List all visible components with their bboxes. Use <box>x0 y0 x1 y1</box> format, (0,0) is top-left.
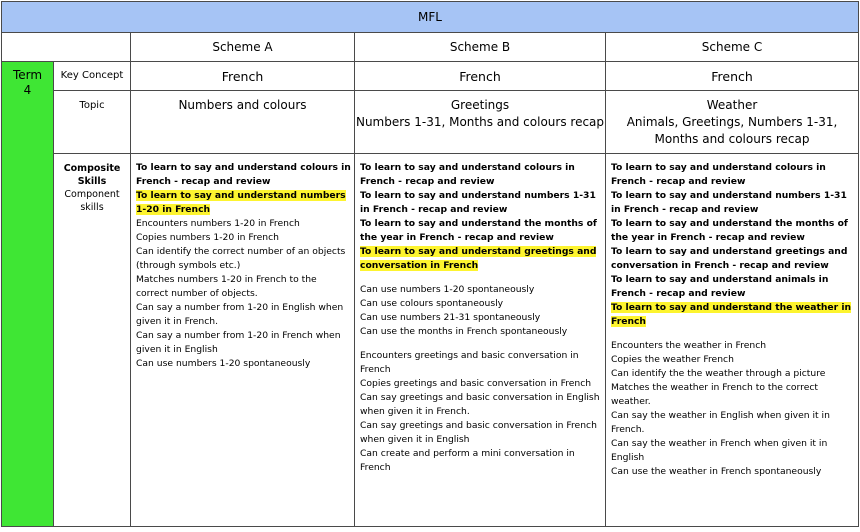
component-skill: Copies greetings and basic conversation in French <box>360 378 592 389</box>
component-skill: Can use numbers 1-20 spontaneously <box>136 358 311 369</box>
scheme-b-header: Scheme B <box>355 33 606 62</box>
component-skill: Encounters the weather in French <box>611 340 767 351</box>
skills-scheme-a <box>131 154 355 527</box>
topic-a-line: Numbers and colours <box>178 98 307 112</box>
scheme-c-header: Scheme C <box>606 33 859 62</box>
key-concept-scheme-a: French <box>131 62 355 91</box>
component-skill: Can create and perform a mini conversation in French <box>360 448 575 473</box>
component-skill: Can identify the the weather through a picture <box>611 368 826 379</box>
component-skill: Matches the weather in French to the correct weather. <box>611 382 819 407</box>
composite-skill: To learn to say and understand numbers 1-31 in French - recap and review <box>360 190 596 215</box>
composite-skill: To learn to say and understand colours in French - recap and review <box>360 162 575 187</box>
component-skill: Can use the weather in French spontaneously <box>611 466 822 477</box>
term-number: 4 <box>23 83 32 97</box>
skills-label-cell <box>54 154 131 527</box>
topic-scheme-a <box>131 91 355 154</box>
composite-skill-highlighted: To learn to say and understand numbers 1-20 in French <box>136 190 346 215</box>
composite-skill: To learn to say and understand animals in French - recap and review <box>611 274 829 299</box>
composite-skills-label: Composite Skills <box>63 163 121 187</box>
topic-b-line: Greetings <box>450 98 510 112</box>
component-skill: Can say the weather in French when given it in English <box>611 438 828 463</box>
composite-skill: To learn to say and understand numbers 1-31 in French - recap and review <box>611 190 847 215</box>
component-skill: Can say greetings and basic conversation in French when given it in English <box>360 420 597 445</box>
table-title: MFL <box>2 2 859 33</box>
component-skill: Can say the weather in English when given it in French. <box>611 410 830 435</box>
component-skill: Copies numbers 1-20 in French <box>136 232 279 243</box>
composite-skill-highlighted: To learn to say and understand greetings and conversation in French <box>360 246 597 271</box>
key-concept-label: Key Concept <box>54 62 131 91</box>
topic-c-line: Weather <box>706 98 758 112</box>
component-skills-label: Component skills <box>64 189 120 213</box>
recap-skill: Can use the months in French spontaneously <box>360 326 568 337</box>
term-cell <box>2 62 54 527</box>
topic-scheme-b <box>355 91 606 154</box>
component-skill: Can say a number from 1-20 in French when given it in English <box>136 330 341 355</box>
topic-b-line: Numbers 1-31, Months and colours recap <box>355 115 605 129</box>
component-skill: Encounters numbers 1-20 in French <box>136 218 300 229</box>
skills-scheme-c <box>606 154 859 527</box>
topic-scheme-c <box>606 91 859 154</box>
skills-scheme-b <box>355 154 606 527</box>
recap-skill: Can use numbers 21-31 spontaneously <box>360 312 541 323</box>
component-skill: Can identify the correct number of an objects (through symbols etc.) <box>136 246 346 271</box>
composite-skill: To learn to say and understand colours in French - recap and review <box>611 162 826 187</box>
term-label: Term <box>12 68 43 82</box>
recap-skill: Can use colours spontaneously <box>360 298 504 309</box>
composite-skill: To learn to say and understand greetings and conversation in French - recap and review <box>611 246 848 271</box>
topic-c-line: Months and colours recap <box>654 132 810 146</box>
topic-c-line: Animals, Greetings, Numbers 1-31, <box>626 115 838 129</box>
scheme-a-header: Scheme A <box>131 33 355 62</box>
component-skill: Copies the weather French <box>611 354 734 365</box>
component-skill: Encounters greetings and basic conversation in French <box>360 350 579 375</box>
component-skill: Matches numbers 1-20 in French to the correct number of objects. <box>136 274 317 299</box>
composite-skill: To learn to say and understand colours in French - recap and review <box>136 162 351 187</box>
blank-header-cell <box>2 33 131 62</box>
topic-label: Topic <box>54 91 131 154</box>
key-concept-scheme-c: French <box>606 62 859 91</box>
component-skill: Can say a number from 1-20 in English when given it in French. <box>136 302 344 327</box>
mfl-curriculum-table <box>1 1 859 527</box>
composite-skill-highlighted: To learn to say and understand the weather in French <box>611 302 852 327</box>
key-concept-scheme-b: French <box>355 62 606 91</box>
composite-skill: To learn to say and understand the months of the year in French - recap and review <box>611 218 848 243</box>
component-skill: Can say greetings and basic conversation in English when given it in French. <box>360 392 600 417</box>
curriculum-table-wrapper <box>1 1 859 530</box>
composite-skill: To learn to say and understand the months of the year in French - recap and review <box>360 218 597 243</box>
recap-skill: Can use numbers 1-20 spontaneously <box>360 284 535 295</box>
